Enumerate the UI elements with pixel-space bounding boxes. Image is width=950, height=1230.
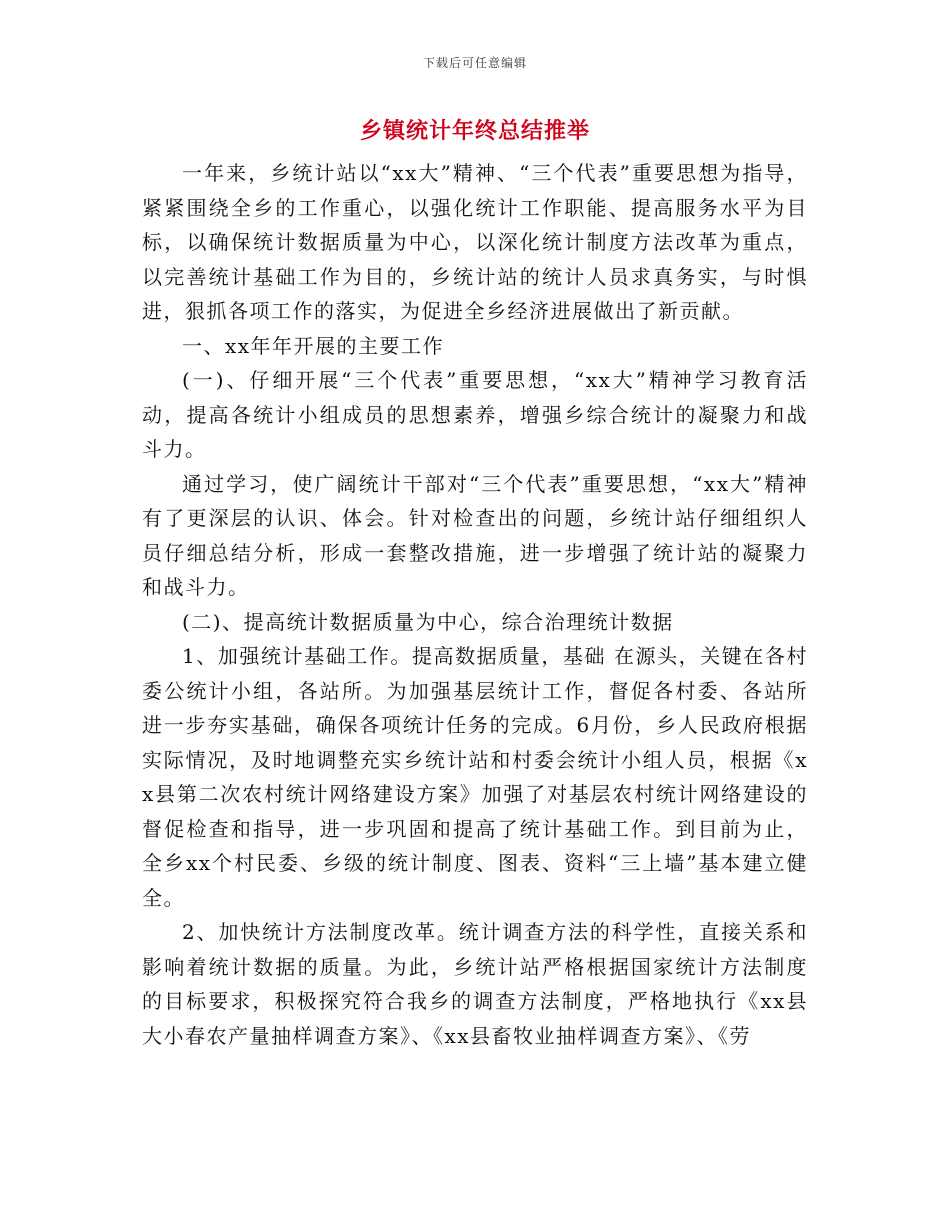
- subsection-heading-data-quality: (二)、提高统计数据质量为中心，综合治理统计数据: [182, 609, 674, 634]
- subsection-heading-study: (一)、仔细开展“三个代表”重要思想，“xx大”精神学习教育活动，提高各统计小组成员的思想素养，增强乡综合统计的凝聚力和战斗力。: [142, 368, 808, 461]
- paragraph-study-result: 通过学习，使广阔统计干部对“三个代表”重要思想，“xx大”精神有了更深层的认识、体会。针对检查出的问题，乡统计站仔细组织人员仔细总结分析，形成一套整改措施，进一步增强了统计站的凝聚力和战斗力。: [142, 471, 808, 599]
- page-header-note: 下载后可任意编辑: [422, 56, 527, 70]
- document-title: 乡镇统计年终总结推举: [359, 119, 590, 144]
- section-heading-main-work: 一、xx年年开展的主要工作: [182, 333, 445, 358]
- paragraph-basic-work: 1、加强统计基础工作。提高数据质量，基础 在源头，关键在各村委公统计小组，各站所。为加强基层统计工作，督促各村委、各站所进一步夯实基础，确保各项统计任务的完成。6月份，乡人民政府根据实际情况，及时地调整充实乡统计站和村委会统计小组人员，根据《xx县第二次农村统计网络建设方案》加强了对基层农村统计网络建设的督促检查和指导，进一步巩固和提高了统计基础工作。到目前为止，全乡xx个村民委、乡级的统计制度、图表、资料“三上墙”基本建立健全。: [142, 644, 808, 910]
- paragraph-method-reform: 2、加快统计方法制度改革。统计调查方法的科学性，直接关系和影响着统计数据的质量。为此，乡统计站严格根据国家统计方法制度的目标要求，积极探究符合我乡的调查方法制度，严格地执行《xx县大小春农产量抽样调查方案》、《xx县畜牧业抽样调查方案》、《劳: [142, 920, 808, 1048]
- paragraph-intro: 一年来，乡统计站以“xx大”精神、“三个代表”重要思想为指导，紧紧围绕全乡的工作重心，以强化统计工作职能、提高服务水平为目标，以确保统计数据质量为中心，以深化统计制度方法改革为重点，以完善统计基础工作为目的，乡统计站的统计人员求真务实，与时惧进，狠抓各项工作的落实，为促进全乡经济进展做出了新贡献。: [142, 161, 808, 323]
- document-body: [142, 156, 808, 1053]
